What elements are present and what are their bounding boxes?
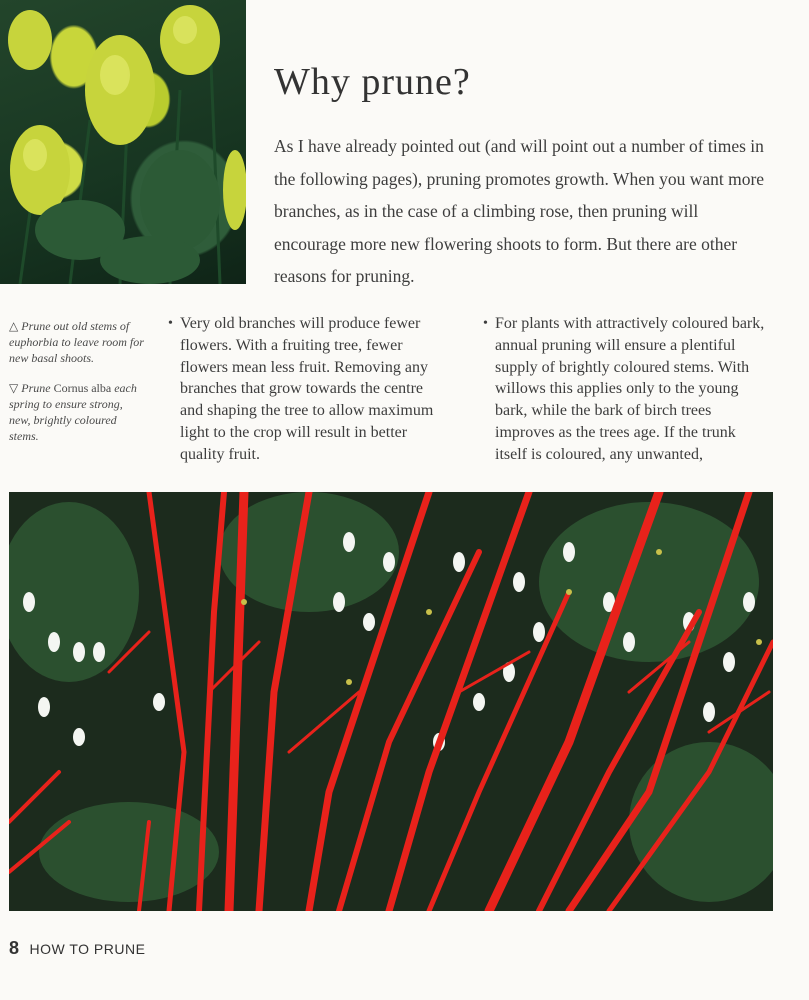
intro-paragraph: As I have already pointed out (and will point out a number of times in the following pages), pruning promotes growth. When you want more branches, as in the case of a climbing rose, then pruning will encourage more new flowering shoots to form. But there are other reasons for pruning. (274, 136, 765, 286)
section-title: HOW TO PRUNE (29, 941, 146, 957)
up-triangle-icon: △ (9, 319, 19, 333)
down-triangle-icon: ▽ (9, 381, 19, 395)
caption-text: each spring to ensure strong, new, brightly coloured stems. (9, 381, 137, 443)
bullet-icon: • (483, 316, 488, 331)
caption-plant-name: Cornus alba (53, 381, 112, 395)
bullet-icon: • (168, 316, 173, 331)
caption-text: Prune out old stems of euphorbia to leave room for new basal shoots. (9, 319, 144, 365)
cornus-stems-photo (9, 492, 773, 911)
body-paragraph: Very old branches will produce fewer flowers. With a fruiting tree, fewer flowers mean less fruit. Removing any branches that grow towards the centre and shaping the tree to allow maximum light to the crop will result in better quality fruit. (180, 315, 434, 463)
photo-captions (9, 318, 144, 458)
page-number: 8 (9, 938, 20, 958)
body-paragraph: For plants with attractively coloured bark, annual pruning will ensure a plentiful supply of brightly coloured stems. With willows this applies only to the young bark, while the bark of birch trees improves as the trees age. If the trunk itself is coloured, any unwanted, (495, 315, 765, 463)
page-footer (9, 938, 145, 959)
euphorbia-photo (0, 0, 246, 284)
caption-cornus (9, 380, 144, 444)
caption-euphorbia (9, 318, 144, 366)
page-title: Why prune? (274, 61, 471, 103)
caption-prefix: Prune (21, 381, 51, 395)
body-column-2 (483, 313, 765, 466)
body-column-1 (168, 313, 450, 466)
